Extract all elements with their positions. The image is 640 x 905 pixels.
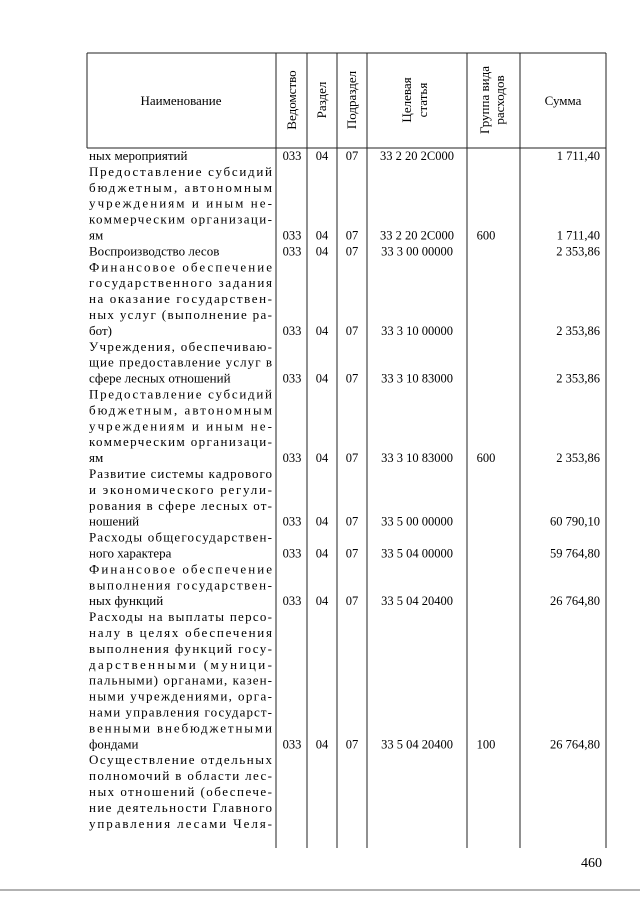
- cell-vedomstvo: 033: [282, 737, 302, 752]
- header-summa: Сумма: [544, 93, 582, 108]
- cell-vedomstvo: 033: [282, 371, 302, 386]
- cell-razdel: 04: [315, 546, 329, 561]
- row-name-line: налу в целях обеспечения: [89, 625, 272, 640]
- row-name-line: и экономического регули-: [89, 481, 272, 497]
- row-name-line: на оказание государствен-: [89, 291, 272, 307]
- row-name-line: выполнения государствен-: [89, 577, 272, 593]
- row-name-line: дарственными (муници-: [89, 656, 272, 672]
- cell-vedomstvo: 033: [282, 149, 302, 163]
- table-header: [141, 66, 582, 134]
- header-name: Наименование: [140, 93, 222, 108]
- row-name-line: выполнения функций госу-: [89, 640, 272, 656]
- row-name-line: ных услуг (выполнение ра-: [89, 307, 272, 322]
- header-gruppa-1: Группа вида: [477, 66, 492, 134]
- cell-vedomstvo: 033: [282, 451, 302, 466]
- row-name-line: рования в сфере лесных от-: [89, 497, 272, 513]
- cell-razdel: 04: [315, 149, 329, 163]
- row-name-line: бюджетным, автономным: [89, 402, 272, 418]
- row-name-line: Расходы на выплаты персо-: [89, 609, 272, 625]
- cell-gruppa: 100: [476, 737, 496, 752]
- cell-summa: 1 711,40: [556, 228, 600, 243]
- cell-podrazdel: 07: [345, 514, 359, 529]
- row-name-line: Воспроизводство лесов: [89, 243, 220, 259]
- cell-summa: 26 764,80: [550, 737, 600, 752]
- cell-podrazdel: 07: [345, 594, 359, 609]
- row-name-line: венными внебюджетными: [89, 720, 272, 736]
- cell-celevaya: 33 5 00 00000: [381, 514, 453, 529]
- cell-celevaya: 33 3 00 00000: [381, 244, 453, 259]
- cell-celevaya: 33 3 10 83000: [381, 371, 453, 386]
- cell-celevaya: 33 2 20 2С000: [380, 149, 454, 163]
- table-row: [89, 530, 600, 561]
- table-row: [89, 752, 273, 831]
- table-row: [89, 609, 600, 751]
- row-name-line: Расходы общегосударствен-: [89, 529, 272, 545]
- cell-razdel: 04: [315, 451, 329, 466]
- row-name-line: полномочий в области лес-: [89, 768, 272, 784]
- row-name-line: бюджетным, автономным: [89, 179, 272, 195]
- cell-gruppa: 600: [476, 228, 496, 243]
- cell-celevaya: 33 2 20 2С000: [380, 228, 454, 243]
- table-row: [89, 339, 600, 386]
- cell-vedomstvo: 033: [282, 228, 302, 243]
- table-body: [89, 148, 600, 831]
- cell-summa: 2 353,86: [556, 451, 600, 466]
- cell-razdel: 04: [315, 371, 329, 386]
- cell-podrazdel: 07: [345, 244, 359, 259]
- cell-summa: 2 353,86: [556, 323, 600, 338]
- cell-vedomstvo: 033: [282, 323, 302, 338]
- row-name-line: Учреждения, обеспечиваю-: [89, 338, 272, 354]
- row-name-line: коммерческим организаци-: [89, 434, 272, 450]
- cell-razdel: 04: [315, 323, 329, 338]
- row-name-line: коммерческим организаци-: [89, 211, 272, 227]
- cell-vedomstvo: 033: [282, 514, 302, 529]
- table-row: [89, 164, 600, 243]
- row-name-line: бот): [89, 322, 112, 338]
- page-number: 460: [581, 856, 602, 871]
- cell-summa: 59 764,80: [550, 546, 600, 561]
- header-vedomstvo: Ведомство: [284, 70, 299, 130]
- table-row: [89, 259, 600, 338]
- header-razdel: Раздел: [314, 81, 329, 119]
- cell-vedomstvo: 033: [282, 546, 302, 561]
- cell-podrazdel: 07: [345, 371, 359, 386]
- row-name-line: пальными) органами, казен-: [89, 672, 272, 688]
- table-row: [89, 243, 600, 258]
- cell-summa: 2 353,86: [556, 244, 600, 259]
- row-name-line: фондами: [89, 736, 139, 752]
- row-name-line: сфере лесных отношений: [89, 370, 231, 386]
- row-name-line: государственного задания: [89, 275, 272, 291]
- row-name-line: нами управления государст-: [89, 704, 272, 720]
- row-name-line: ных функций: [89, 593, 164, 609]
- row-name-line: учреждениям и иным не-: [89, 195, 272, 211]
- row-name-line: ных отношений (обеспече-: [89, 784, 272, 799]
- table-row: [89, 561, 600, 608]
- table-row: [89, 466, 600, 529]
- cell-podrazdel: 07: [345, 451, 359, 466]
- row-name-line: Предоставление субсидий: [89, 386, 272, 402]
- cell-razdel: 04: [315, 737, 329, 752]
- cell-celevaya: 33 3 10 00000: [381, 323, 453, 338]
- row-name-line: управления лесами Челя-: [89, 815, 272, 831]
- cell-summa: 1 711,40: [556, 149, 600, 163]
- row-name-line: ям: [89, 450, 104, 466]
- cell-razdel: 04: [315, 228, 329, 243]
- table-row: [89, 387, 600, 466]
- cell-podrazdel: 07: [345, 323, 359, 338]
- row-name-line: ными учреждениями, орга-: [89, 688, 272, 704]
- cell-summa: 60 790,10: [550, 514, 600, 529]
- cell-podrazdel: 07: [345, 546, 359, 561]
- cell-summa: 2 353,86: [556, 371, 600, 386]
- row-name-line: щие предоставление услуг в: [89, 354, 272, 370]
- cell-podrazdel: 07: [345, 149, 359, 163]
- cell-celevaya: 33 5 04 00000: [381, 546, 453, 561]
- cell-podrazdel: 07: [345, 228, 359, 243]
- row-name-line: Развитие системы кадрового: [89, 466, 272, 481]
- row-name-line: Осуществление отдельных: [89, 752, 272, 768]
- row-name-line: ных мероприятий: [89, 148, 188, 163]
- table-row: [89, 148, 600, 163]
- row-name-line: ние деятельности Главного: [89, 799, 272, 815]
- cell-celevaya: 33 5 04 20400: [381, 594, 453, 609]
- row-name-line: Финансовое обеспечение: [89, 561, 272, 577]
- cell-podrazdel: 07: [345, 737, 359, 752]
- row-name-line: учреждениям и иным не-: [89, 418, 272, 434]
- cell-summa: 26 764,80: [550, 594, 600, 609]
- cell-vedomstvo: 033: [282, 244, 302, 259]
- cell-razdel: 04: [315, 244, 329, 259]
- cell-vedomstvo: 033: [282, 594, 302, 609]
- cell-gruppa: 600: [476, 451, 496, 466]
- row-name-line: ям: [89, 227, 104, 243]
- header-celevaya-1: Целевая: [399, 77, 414, 123]
- row-name-line: Финансовое обеспечение: [89, 259, 272, 275]
- header-podrazdel: Подраздел: [344, 70, 359, 130]
- cell-celevaya: 33 5 04 20400: [381, 737, 453, 752]
- cell-celevaya: 33 3 10 83000: [381, 451, 453, 466]
- row-name-line: ного характера: [89, 545, 172, 561]
- cell-razdel: 04: [315, 594, 329, 609]
- cell-razdel: 04: [315, 514, 329, 529]
- row-name-line: ношений: [89, 513, 140, 529]
- header-gruppa-2: расходов: [492, 75, 507, 125]
- row-name-line: Предоставление субсидий: [89, 163, 272, 179]
- header-celevaya-2: статья: [415, 82, 430, 118]
